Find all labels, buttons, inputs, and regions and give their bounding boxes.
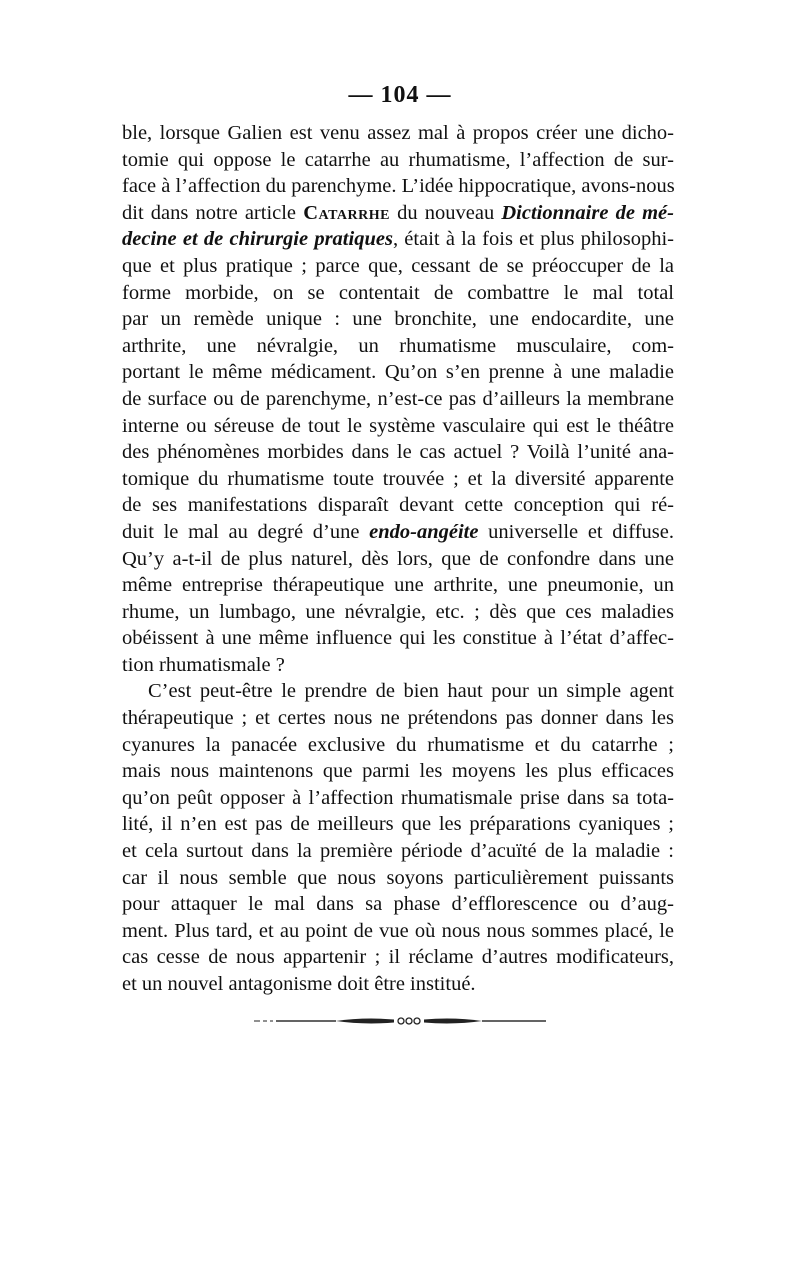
text-line: tion rhumatismale ? — [122, 653, 285, 676]
text-line: tomie qui oppose le catarrhe au rhumatisme, l’affection de sur- — [122, 148, 674, 171]
text-line: tomique du rhumatisme toute trouvée ; et la diversité apparente — [122, 467, 674, 490]
text-line: que et plus pratique ; parce que, cessant de se préoccuper de la — [122, 254, 674, 277]
text-line: lité, il n’en est pas de meilleurs que les préparations cyaniques ; — [122, 813, 674, 836]
text-line — [122, 200, 674, 227]
text-fragment: du nouveau — [389, 201, 502, 224]
text-line — [122, 519, 674, 546]
text-line — [122, 226, 674, 253]
text-fragment: , était à la fois et plus philosophi- — [392, 228, 674, 251]
text-line: même entreprise thérapeutique une arthrite, une pneumonie, un — [122, 574, 674, 597]
text-line: Qu’y a-t-il de plus naturel, dès lors, que de confondre dans une — [122, 547, 674, 570]
text-line: et un nouvel antagonisme doit être institué. — [122, 973, 476, 995]
text-line: mais nous maintenons que parmi les moyens les plus efficaces — [122, 760, 674, 783]
body-text — [122, 120, 674, 998]
text-line: par un remède unique : une bronchite, une endocardite, une — [122, 308, 674, 331]
text-fragment: dit dans notre article — [122, 201, 304, 224]
section-end-ornament — [254, 1015, 546, 1027]
text-line: et cela surtout dans la première période d’acuïté de la maladie : — [122, 840, 674, 863]
text-line: ble, lorsque Galien est venu assez mal à propos créer une dicho- — [122, 122, 674, 144]
text-line: car il nous semble que nous soyons particulièrement puissants — [122, 866, 674, 889]
text-line: obéissent à une même influence qui les constitue à l’état d’affec- — [122, 627, 674, 650]
text-line: C’est peut-être le prendre de bien haut pour un simple agent — [148, 680, 674, 703]
text-line: qu’on peût opposer à l’affection rhumatismale prise dans sa tota- — [122, 786, 674, 809]
text-line: face à l’affection du parenchyme. L’idée hippocratique, avons-nous — [122, 175, 675, 198]
dictionary-title-italic: decine et de chirurgie pratiques — [122, 228, 393, 251]
page-number: — 104 — — [348, 82, 452, 108]
text-line: portant le même médicament. Qu’on s’en prenne à une maladie — [122, 361, 674, 384]
text-line: de ses manifestations disparaît devant cette conception qui ré- — [122, 494, 674, 517]
article-title-smallcaps: Catarrhe — [303, 201, 390, 224]
text-line: de surface ou de parenchyme, n’est-ce pas d’ailleurs la membrane — [122, 387, 674, 410]
term-italic: endo-angéite — [369, 520, 479, 543]
text-line: des phénomènes morbides dans le cas actuel ? Voilà l’unité ana- — [122, 441, 674, 464]
text-line: ment. Plus tard, et au point de vue où nous nous sommes placé, le — [122, 919, 674, 942]
dictionary-title-italic: Dictionnaire de mé- — [501, 201, 674, 224]
text-line: forme morbide, on se contentait de combattre le mal total — [122, 281, 674, 304]
text-line: rhume, un lumbago, une névralgie, etc. ; dès que ces maladies — [122, 600, 674, 623]
text-line: pour attaquer le mal dans sa phase d’efflorescence ou d’aug- — [122, 893, 674, 916]
text-line: cyanures la panacée exclusive du rhumatisme et du catarrhe ; — [122, 733, 674, 756]
text-line: interne ou séreuse de tout le système vasculaire qui est le théâtre — [122, 414, 674, 437]
text-line: cas cesse de nous appartenir ; il réclame d’autres modificateurs, — [122, 946, 674, 969]
text-line: arthrite, une névralgie, un rhumatisme musculaire, com- — [122, 334, 674, 357]
text-fragment: duit le mal au degré d’une — [122, 520, 370, 543]
text-fragment: universelle et diffuse. — [478, 520, 674, 543]
text-line: thérapeutique ; et certes nous ne prétendons pas donner dans les — [122, 707, 674, 730]
